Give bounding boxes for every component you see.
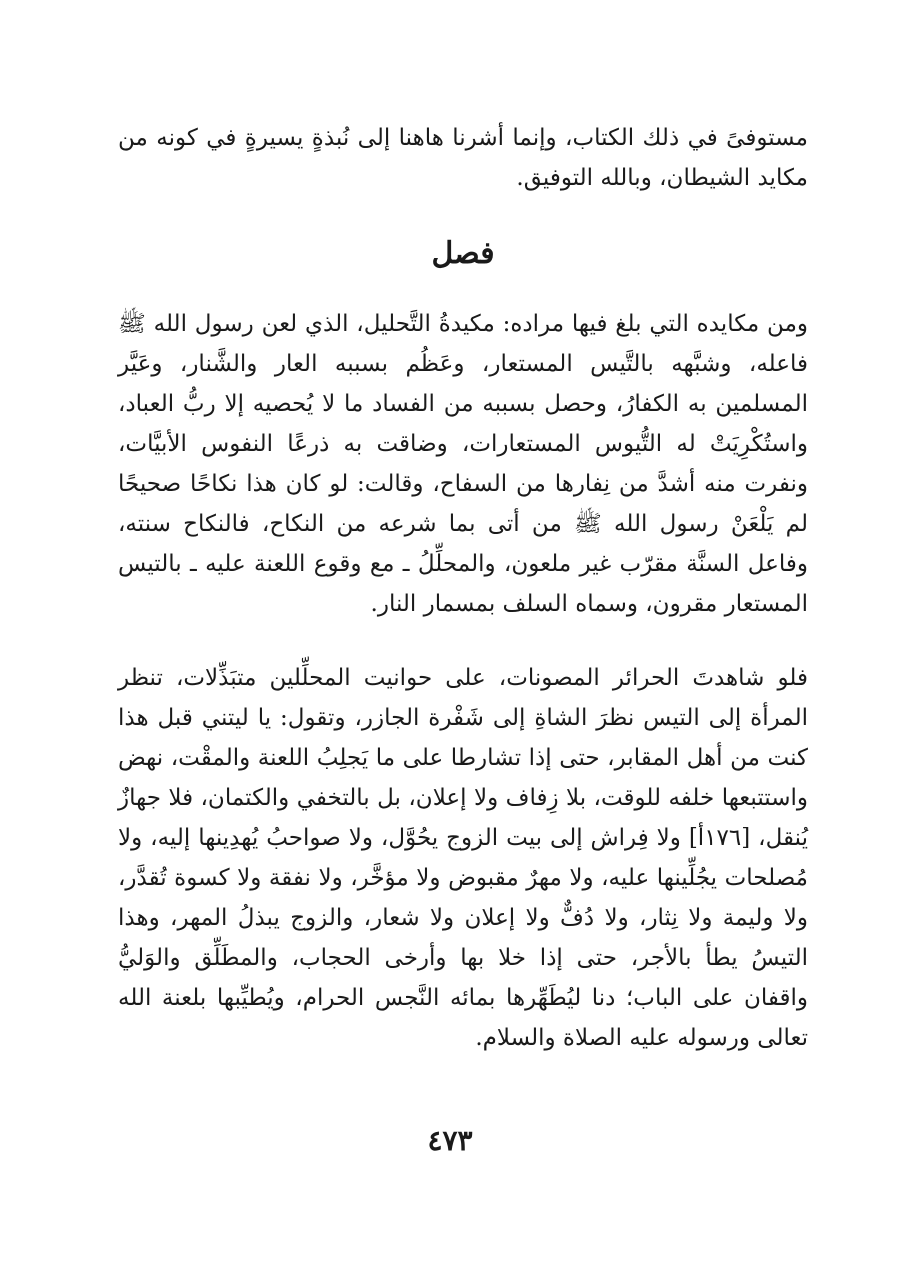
paragraph-description: فلو شاهدتَ الحرائر المصونات، على حوانيت المحلِّلين متبَذِّلات، تنظر المرأة إلى التيس نظرَ الشاةِ إلى شَفْرة الجازر، وتقول: يا ليتني قبل هذا كنت من أهل المقابر، حتى إذا تشارطا على ما يَجلِبُ اللعنة والمقْت، نهض واستتبعها خلفه للوقت، بلا زِفاف ولا إعلان، بل بالتخفي والكتمان، فلا جهازٌ يُنقل، [١٧٦أ] ولا فِراش إلى بيت الزوج يحُوَّل، ولا صواحبُ يُهدِينها إليه، ولا مُصلحات يجُلِّينها عليه، ولا مهرٌ مقبوض ولا مؤخَّر، ولا نفقة ولا كسوة تُقدَّر، ولا وليمة ولا نِثار، ولا دُفٌّ ولا إعلان ولا شعار، والزوج يبذلُ المهر، وهذا التيسُ يطأ بالأجر، حتى إذا خلا بها وأرخى الحجاب، والمطَلِّق والوَليُّ واقفان على الباب؛ دنا ليُطَهِّرها بمائه النَّجس الحرام، ويُطيِّبها بلعنة الله تعالى ورسوله عليه الصلاة والسلام. bbox=[118, 665, 808, 1051]
page-number: ٤٧٣ bbox=[427, 1124, 473, 1157]
section-heading: فصل bbox=[431, 236, 495, 271]
paragraph-tahlil: ومن مكايده التي بلغ فيها مراده: مكيدةُ التَّحليل، الذي لعن رسول الله ﷺ فاعله، وشبَّهه بالتَّيس المستعار، وعَظُم بسببه العار والشَّنار، وعَيَّر المسلمين به الكفارُ، وحصل بسببه من الفساد ما لا يُحصيه إلا ربُّ العباد، واستُكْرِيَتْ له التُّيوس المستعارات، وضاقت به ذرعًا النفوس الأبيَّات، ونفرت منه أشدَّ من نِفارها من السفاح، وقالت: لو كان هذا نكاحًا صحيحًا لم يَلْعَنْ رسول الله ﷺ من أتى بما شرعه من النكاح، فالنكاح سنته، وفاعل السنَّة مقرّب غير ملعون، والمحلِّلُ ـ مع وقوع اللعنة عليه ـ بالتيس المستعار مقرون، وسماه السلف بمسمار النار. bbox=[118, 311, 808, 617]
page-body bbox=[118, 118, 808, 1058]
paragraph-continuation: مستوفىً في ذلك الكتاب، وإنما أشرنا هاهنا إلى نُبذةٍ يسيرةٍ في كونه من مكايد الشيطان، وبالله التوفيق. bbox=[118, 125, 808, 191]
